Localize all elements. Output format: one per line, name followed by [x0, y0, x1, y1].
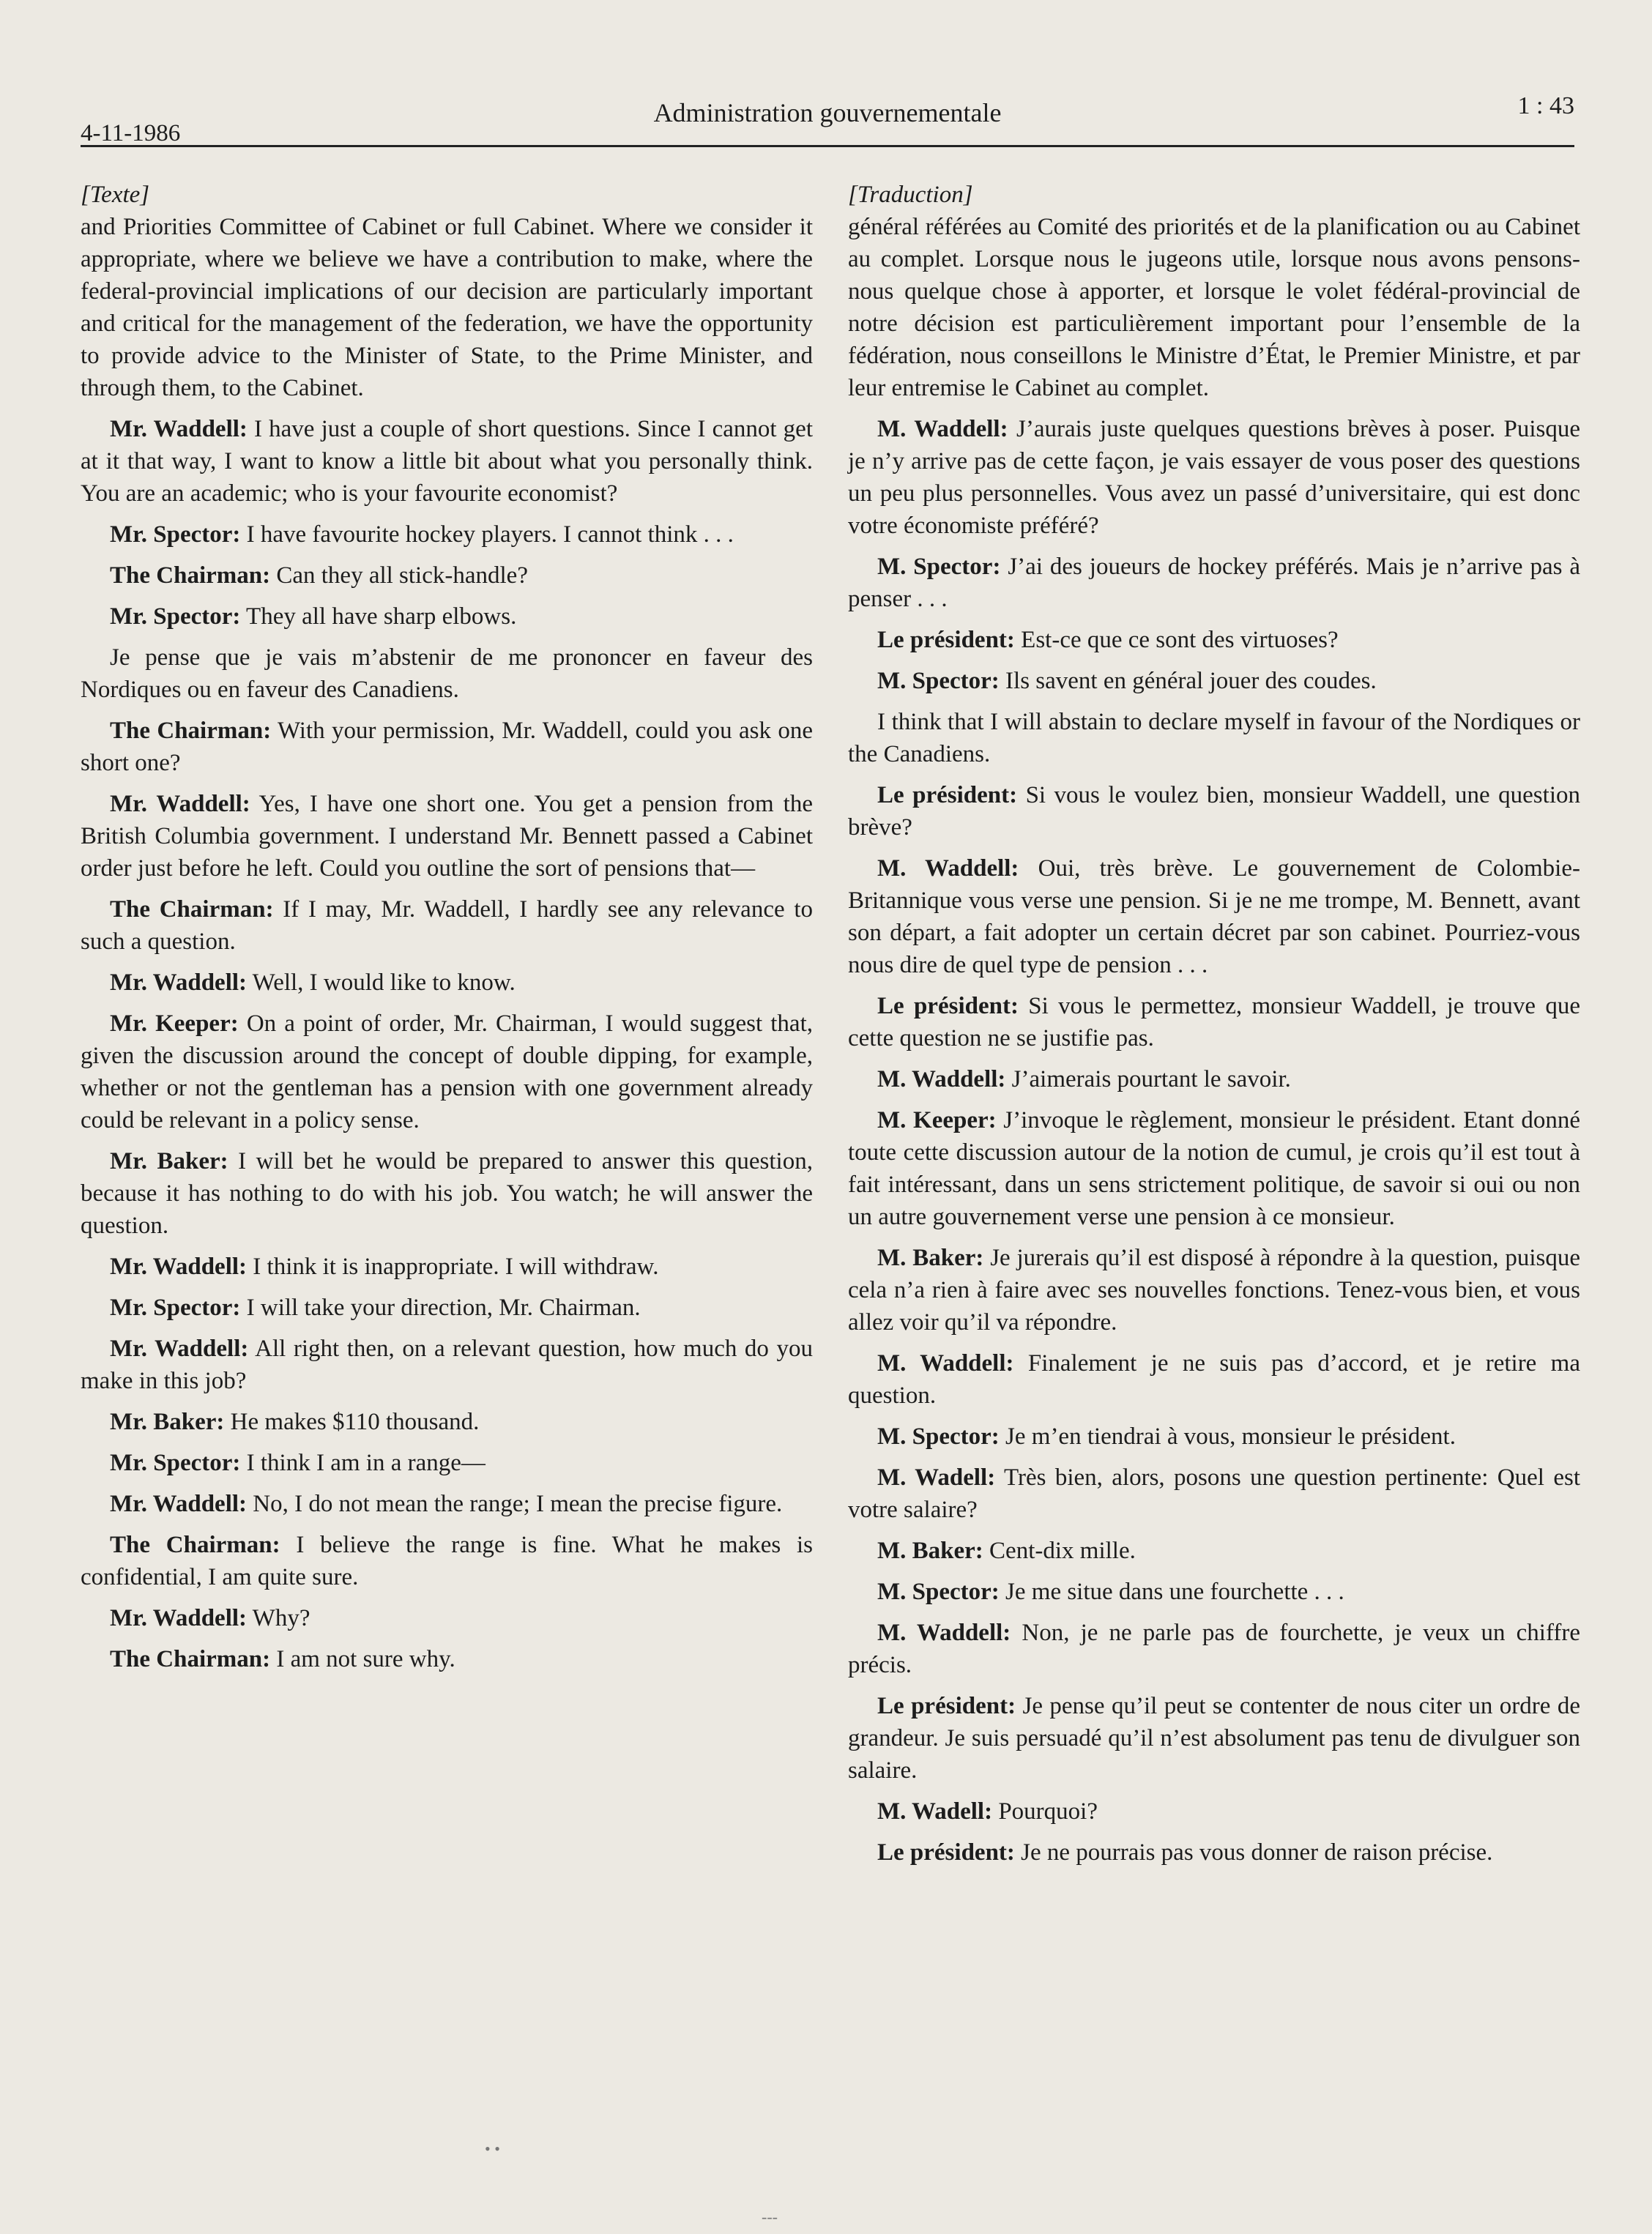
- speech-text: He makes $110 thousand.: [224, 1409, 480, 1435]
- speaker-name: Mr. Keeper:: [110, 1010, 239, 1037]
- transcript-paragraph: [81, 1602, 813, 1634]
- scan-mark: • •: [485, 2140, 500, 2158]
- speaker-name: Mr. Spector:: [110, 521, 241, 548]
- speech-text: Je pense que je vais m’abstenir de me prononcer en faveur des Nordiques ou en faveur des Canadiens.: [81, 644, 813, 703]
- speaker-name: Mr. Spector:: [110, 603, 241, 630]
- speaker-name: Le président:: [877, 993, 1019, 1019]
- right-column-french: [848, 179, 1580, 1877]
- speech-text: Cent-dix mille.: [983, 1538, 1136, 1564]
- speech-text: général référées au Comité des priorités et de la planification ou au Cabinet au complet. Lorsque nous le jugeons utile, lorsque nous avons pensons-nous quelque chose à apporter, et lorsque le volet fédéral-provincial de notre décision est particulièrement important pour l’ensemble de la fédération, nous conseillons le Ministre d’État, le Premier Ministre, et par leur entremise le Cabinet au complet.: [848, 214, 1580, 401]
- speech-text: Si vous le permettez, monsieur Waddell, je trouve que cette question ne se justifie pas.: [848, 993, 1580, 1051]
- transcript-paragraph: [848, 624, 1580, 656]
- speaker-name: M. Spector:: [877, 554, 1001, 580]
- transcript-paragraph: [848, 1535, 1580, 1567]
- scan-mark: ---: [762, 2208, 778, 2226]
- header-page-number: 1 : 43: [1517, 92, 1574, 119]
- transcript-paragraph: [848, 1421, 1580, 1453]
- speaker-name: Mr. Waddell:: [110, 969, 248, 996]
- speaker-name: M. Wadell:: [877, 1798, 993, 1825]
- speaker-name: Le président:: [877, 1839, 1015, 1866]
- speaker-name: The Chairman:: [110, 562, 271, 589]
- speech-text: Ils savent en général jouer des coudes.: [999, 668, 1377, 694]
- speaker-name: Mr. Spector:: [110, 1450, 241, 1476]
- transcript-paragraph: [81, 1333, 813, 1397]
- transcript-paragraph: [81, 1488, 813, 1520]
- speech-text: I will take your direction, Mr. Chairman.: [240, 1295, 641, 1321]
- speaker-name: Mr. Waddell:: [110, 416, 248, 442]
- speaker-name: Le président:: [877, 627, 1015, 653]
- speech-text: Oui, très brève. Le gouvernement de Colombie-Britannique vous verse une pension. Si je ne me trompe, M. Bennett, avant son départ, a fait adopter un certain décret par son cabinet. Pourriez-vous nous dire de quel type de pension . . .: [848, 855, 1580, 978]
- speech-text: No, I do not mean the range; I mean the precise figure.: [247, 1491, 783, 1517]
- speaker-name: M. Waddell:: [877, 1620, 1011, 1646]
- transcript-paragraph: [81, 559, 813, 592]
- speech-text: Je me situe dans une fourchette . . .: [999, 1579, 1344, 1605]
- speech-text: I have favourite hockey players. I cannot think . . .: [240, 521, 734, 548]
- speech-text: I believe the range is fine. What he makes is confidential, I am quite sure.: [81, 1532, 813, 1590]
- speaker-name: M. Wadell:: [877, 1464, 996, 1491]
- transcript-paragraph: [81, 641, 813, 706]
- transcript-paragraph: [81, 413, 813, 510]
- speaker-name: Mr. Waddell:: [110, 1491, 248, 1517]
- transcript-paragraph: [81, 1145, 813, 1242]
- transcript-paragraph: [81, 211, 813, 404]
- speech-text: I am not sure why.: [270, 1646, 455, 1672]
- transcript-paragraph: [848, 1462, 1580, 1526]
- speech-text: Je jurerais qu’il est disposé à répondre à la question, puisque cela n’a rien à faire avec ses nouvelles fonctions. Tenez-vous bien, et vous allez voir qu’il va répondre.: [848, 1245, 1580, 1336]
- transcript-paragraph: [848, 1690, 1580, 1787]
- speaker-name: Mr. Baker:: [110, 1148, 228, 1174]
- transcript-paragraph: [81, 1406, 813, 1438]
- transcript-paragraph: [848, 413, 1580, 542]
- speaker-name: M. Spector:: [877, 668, 1000, 694]
- left-column-english: [81, 179, 813, 1684]
- speaker-name: Le président:: [877, 782, 1018, 808]
- speaker-name: M. Spector:: [877, 1423, 1000, 1450]
- transcript-paragraph: [81, 1292, 813, 1324]
- speech-text: All right then, on a relevant question, how much do you make in this job?: [81, 1336, 813, 1394]
- transcript-paragraph: [848, 852, 1580, 981]
- speech-text: I will bet he would be prepared to answer this question, because it has nothing to do with his job. You watch; he will answer the question.: [81, 1148, 813, 1239]
- speaker-name: M. Baker:: [877, 1245, 984, 1271]
- speech-text: With your permission, Mr. Waddell, could you ask one short one?: [81, 718, 814, 776]
- transcript-paragraph: [848, 1836, 1580, 1869]
- header-date: 4-11-1986: [81, 120, 181, 146]
- speech-text: Finalement je ne suis pas d’accord, et je retire ma question.: [848, 1350, 1580, 1409]
- page-header: [81, 86, 1574, 147]
- speaker-name: M. Keeper:: [877, 1107, 997, 1133]
- speaker-name: The Chairman:: [110, 718, 272, 744]
- column-label: [Traduction]: [848, 182, 973, 208]
- transcript-paragraph: [81, 967, 813, 999]
- speaker-name: Mr. Baker:: [110, 1409, 225, 1435]
- speech-text: Est-ce que ce sont des virtuoses?: [1014, 627, 1339, 653]
- speech-text: J’ai des joueurs de hockey préférés. Mais je n’arrive pas à penser . . .: [848, 554, 1580, 612]
- transcript-paragraph: [848, 1347, 1580, 1412]
- speech-text: Non, je ne parle pas de fourchette, je veux un chiffre précis.: [848, 1620, 1580, 1678]
- speech-text: If I may, Mr. Waddell, I hardly see any relevance to such a question.: [81, 896, 814, 955]
- transcript-paragraph: [848, 1795, 1580, 1828]
- transcript-paragraph: [81, 518, 813, 551]
- speech-text: and Priorities Committee of Cabinet or full Cabinet. Where we consider it appropriate, where we believe we have a contribution to make, where the federal-provincial implications of our decision are particularly important and critical for the management of the federation, we have the opportunity to provide advice to the Minister of State, to the Prime Minister, and through them, to the Cabinet.: [81, 214, 813, 401]
- transcript-paragraph: [81, 1447, 813, 1479]
- transcript-paragraph: [848, 779, 1580, 844]
- transcript-paragraph: [848, 990, 1580, 1054]
- column-label: [Texte]: [81, 182, 150, 208]
- speech-text: Je m’en tiendrai à vous, monsieur le président.: [999, 1423, 1456, 1450]
- speaker-name: M. Waddell:: [877, 416, 1008, 442]
- transcript-paragraph: [848, 706, 1580, 770]
- speaker-name: M. Waddell:: [877, 1066, 1006, 1092]
- speech-text: Je pense qu’il peut se contenter de nous citer un ordre de grandeur. Je suis persuadé qu’il n’est absolument pas tenu de divulguer son salaire.: [848, 1693, 1581, 1784]
- transcript-paragraph: [848, 1617, 1580, 1681]
- speaker-name: Le président:: [877, 1693, 1016, 1719]
- speech-text: On a point of order, Mr. Chairman, I would suggest that, given the discussion around the concept of double dipping, for example, whether or not the gentleman has a pension with one government already could be relevant in a policy sense.: [81, 1010, 813, 1133]
- speech-text: Très bien, alors, posons une question pertinente: Quel est votre salaire?: [848, 1464, 1580, 1523]
- transcript-paragraph: [848, 1242, 1580, 1338]
- transcript-paragraph: [81, 715, 813, 779]
- speech-text: I think I am in a range—: [240, 1450, 485, 1476]
- speech-text: Well, I would like to know.: [247, 969, 516, 996]
- speaker-name: Mr. Spector:: [110, 1295, 241, 1321]
- speaker-name: The Chairman:: [110, 1532, 280, 1558]
- speaker-name: Mr. Waddell:: [110, 1336, 249, 1362]
- speech-text: They all have sharp elbows.: [240, 603, 517, 630]
- speech-text: Pourquoi?: [992, 1798, 1098, 1825]
- transcript-paragraph: [81, 600, 813, 633]
- speaker-name: M. Spector:: [877, 1579, 1000, 1605]
- transcript-paragraph: [848, 551, 1580, 615]
- speech-text: Can they all stick-handle?: [270, 562, 528, 589]
- transcript-paragraph: [81, 788, 813, 885]
- speech-text: Why?: [247, 1605, 310, 1631]
- speech-text: I have just a couple of short questions. Since I cannot get at it that way, I want to know a little bit about what you personally think. You are an academic; who is your favourite economist?: [81, 416, 813, 507]
- speaker-name: Mr. Waddell:: [110, 1254, 248, 1280]
- transcript-paragraph: [81, 1529, 813, 1593]
- speaker-name: M. Waddell:: [877, 1350, 1014, 1377]
- transcript-paragraph: [81, 893, 813, 958]
- transcript-paragraph: [848, 1104, 1580, 1233]
- transcript-paragraph: [848, 1576, 1580, 1608]
- speaker-name: Mr. Waddell:: [110, 1605, 248, 1631]
- speech-text: Si vous le voulez bien, monsieur Waddell, une question brève?: [848, 782, 1580, 841]
- speech-text: Yes, I have one short one. You get a pension from the British Columbia government. I understand Mr. Bennett passed a Cabinet order just before he left. Could you outline the sort of pensions that—: [81, 791, 813, 882]
- speech-text: Je ne pourrais pas vous donner de raison précise.: [1014, 1839, 1493, 1866]
- speech-text: J’aurais juste quelques questions brèves à poser. Puisque je n’y arrive pas de cette façon, je vais essayer de vous poser des questions un peu plus personnelles. Vous avez un passé d’universitaire, qui est donc votre économiste préféré?: [848, 416, 1580, 539]
- transcript-paragraph: [81, 1251, 813, 1283]
- speech-text: I think that I will abstain to declare myself in favour of the Nordiques or the Canadiens.: [848, 709, 1580, 767]
- speaker-name: The Chairman:: [110, 1646, 271, 1672]
- speech-text: I think it is inappropriate. I will withdraw.: [247, 1254, 659, 1280]
- speaker-name: M. Baker:: [877, 1538, 983, 1564]
- transcript-paragraph: [848, 665, 1580, 697]
- speaker-name: Mr. Waddell:: [110, 791, 250, 817]
- transcript-paragraph: [81, 1643, 813, 1675]
- speaker-name: The Chairman:: [110, 896, 274, 923]
- header-title: Administration gouvernementale: [653, 98, 1002, 127]
- transcript-paragraph: [848, 211, 1580, 404]
- transcript-paragraph: [848, 1063, 1580, 1095]
- transcript-paragraph: [81, 1008, 813, 1136]
- speaker-name: M. Waddell:: [877, 855, 1019, 882]
- speech-text: J’invoque le règlement, monsieur le président. Etant donné toute cette discussion autour de la notion de cumul, je crois qu’il est tout à fait intéressant, dans un sens strictement politique, de savoir si oui ou non un autre gouvernement verse une pension à ce monsieur.: [848, 1107, 1581, 1230]
- speech-text: J’aimerais pourtant le savoir.: [1005, 1066, 1291, 1092]
